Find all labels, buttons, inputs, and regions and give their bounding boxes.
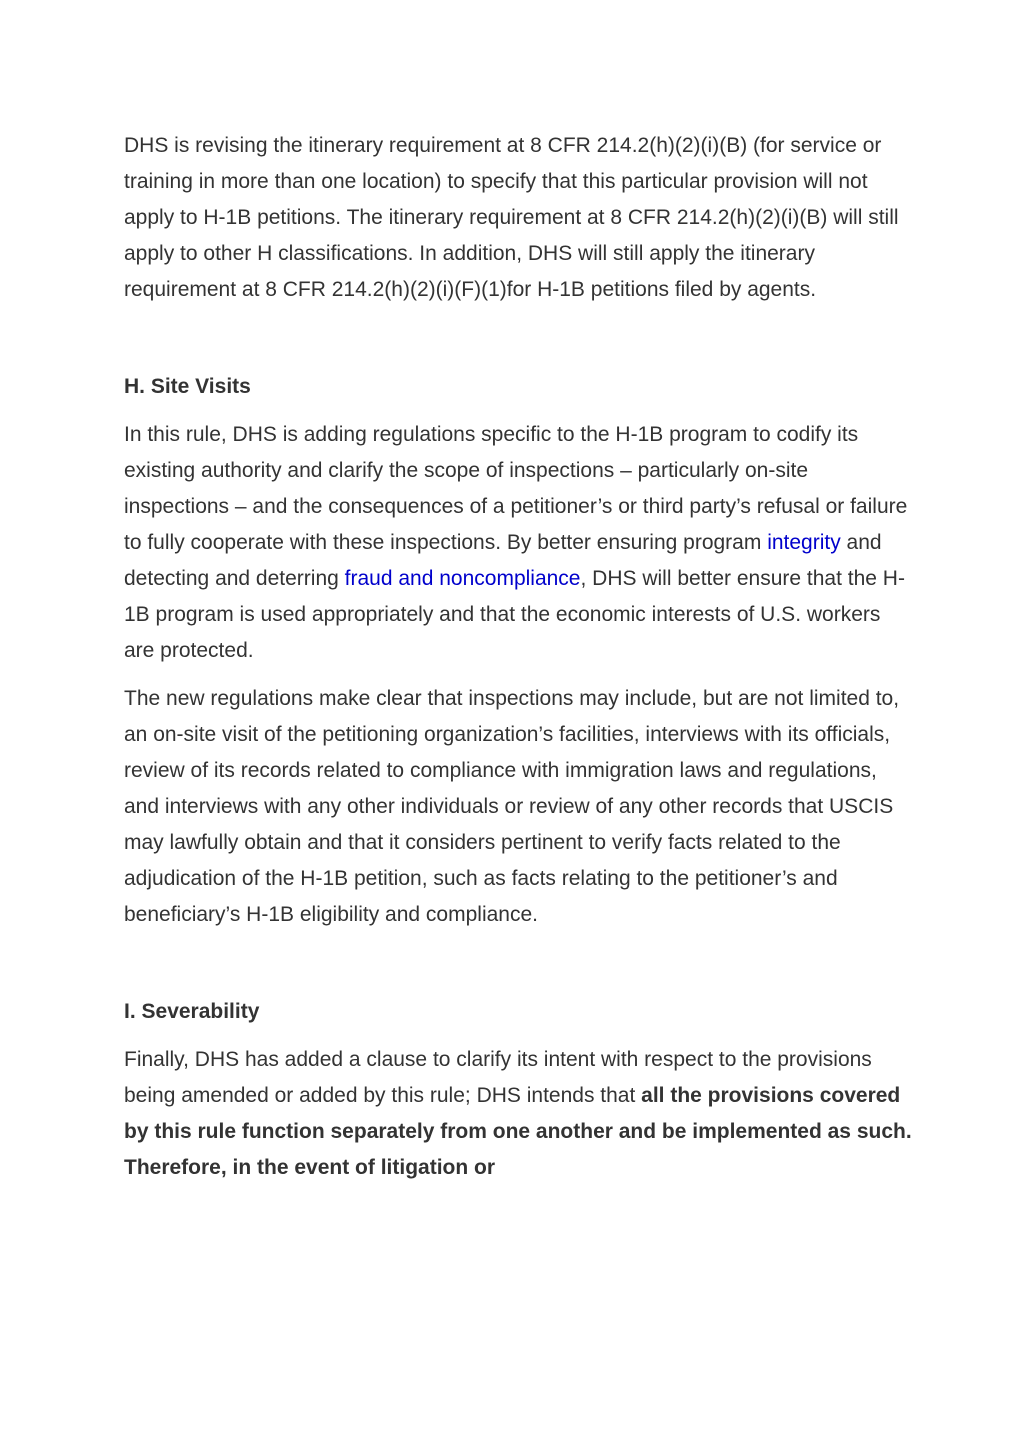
section-h-heading: H. Site Visits	[124, 375, 251, 398]
site-visits-text-3: , DHS will better ensure that the H-1B program is used appropriately and that the economic interests of U.S. workers are protected.	[124, 567, 905, 662]
site-visits-text-2: and detecting and deterring	[124, 531, 882, 590]
severability-bold-text: all the provisions covered by this rule function separately from one another and be implemented as such. Therefore, in the event of litigation or	[124, 1084, 912, 1179]
section-i-heading: I. Severability	[124, 1000, 260, 1023]
fraud-and-noncompliance-link[interactable]: fraud and noncompliance	[344, 567, 581, 590]
severability-paragraph	[124, 1042, 914, 1186]
site-visits-paragraph-2: The new regulations make clear that inspections may include, but are not limited to, an on-site visit of the petitioning organization’s facilities, interviews with its officials, review of its records related to compliance with immigration laws and regulations, and interviews with any other individuals or review of any other records that USCIS may lawfully obtain and that it considers pertinent to verify facts related to the adjudication of the H-1B petition, such as facts relating to the petitioner’s and beneficiary’s H-1B eligibility and compliance.	[124, 687, 900, 926]
severability-text: Finally, DHS has added a clause to clarify its intent with respect to the provisions being amended or added by this rule; DHS intends that	[124, 1048, 872, 1107]
site-visits-paragraph-1	[124, 417, 914, 669]
document-body	[124, 128, 914, 1186]
itinerary-paragraph: DHS is revising the itinerary requirement at 8 CFR 214.2(h)(2)(i)(B) (for service or training in more than one location) to specify that this particular provision will not apply to H-1B petitions. The itinerary requirement at 8 CFR 214.2(h)(2)(i)(B) will still apply to other H classifications. In addition, DHS will still apply the itinerary requirement at 8 CFR 214.2(h)(2)(i)(F)(1)for H-1B petitions filed by agents.	[124, 134, 899, 301]
integrity-link[interactable]: integrity	[767, 531, 841, 554]
site-visits-text-1: In this rule, DHS is adding regulations specific to the H-1B program to codify its existing authority and clarify the scope of inspections – particularly on-site inspections – and the consequences of a petitioner’s or third party’s refusal or failure to fully cooperate with these inspections. By better ensuring program	[124, 423, 908, 554]
